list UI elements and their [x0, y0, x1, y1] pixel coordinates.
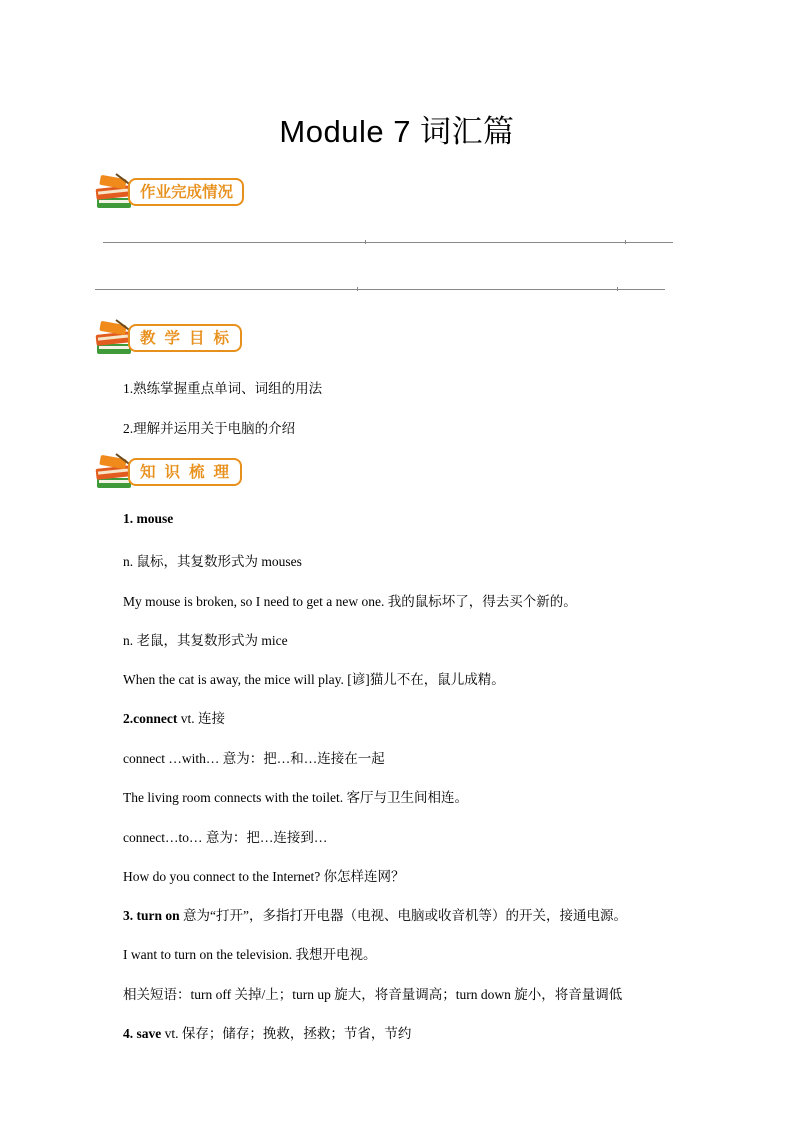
section-header-homework [94, 172, 264, 216]
vocab-heading-mouse: 1. mouse [123, 511, 174, 526]
definition-line: n. 鼠标，其复数形式为 mouses [123, 554, 302, 569]
related-phrases: 相关短语：turn off 关掉/上；turn up 旋大，将音量调高；turn down 旋小，将音量调低 [123, 987, 623, 1002]
answer-line [103, 242, 673, 243]
answer-line [95, 289, 665, 290]
vocab-heading-connect: 2.connect vt. 连接 [123, 711, 226, 726]
example-sentence: The living room connects with the toilet. 客厅与卫生间相连。 [123, 790, 468, 805]
section-title-knowledge: 知识梳理 [128, 458, 242, 486]
example-sentence: I want to turn on the television. 我想开电视。 [123, 947, 377, 962]
phrase-line: connect …with… 意为：把…和…连接在一起 [123, 751, 385, 766]
goal-item: 2.理解并运用关于电脑的介绍 [123, 421, 296, 436]
section-header-knowledge [94, 452, 264, 496]
example-sentence: How do you connect to the Internet? 你怎样连网？ [123, 869, 405, 884]
line-tick [365, 240, 366, 244]
page-title: Module 7 词汇篇 [279, 114, 515, 149]
section-title-goals: 教学目标 [128, 324, 242, 352]
line-tick [617, 287, 618, 291]
example-sentence: When the cat is away, the mice will play. [谚]猫儿不在，鼠儿成精。 [123, 672, 505, 687]
phrase-line: connect…to… 意为：把…连接到… [123, 830, 328, 845]
section-title-homework: 作业完成情况 [128, 178, 244, 206]
example-sentence: My mouse is broken, so I need to get a new one. 我的鼠标坏了，得去买个新的。 [123, 594, 577, 609]
line-tick [357, 287, 358, 291]
vocab-heading-turn-on: 3. turn on 意为“打开”，多指打开电器（电视、电脑或收音机等）的开关，接通电源。 [123, 908, 627, 923]
vocab-heading-save: 4. save vt. 保存；储存；挽救，拯救；节省，节约 [123, 1026, 412, 1041]
goal-item: 1.熟练掌握重点单词、词组的用法 [123, 381, 323, 396]
definition-line: n. 老鼠，其复数形式为 mice [123, 633, 288, 648]
section-header-goals [94, 318, 264, 362]
line-tick [625, 240, 626, 244]
